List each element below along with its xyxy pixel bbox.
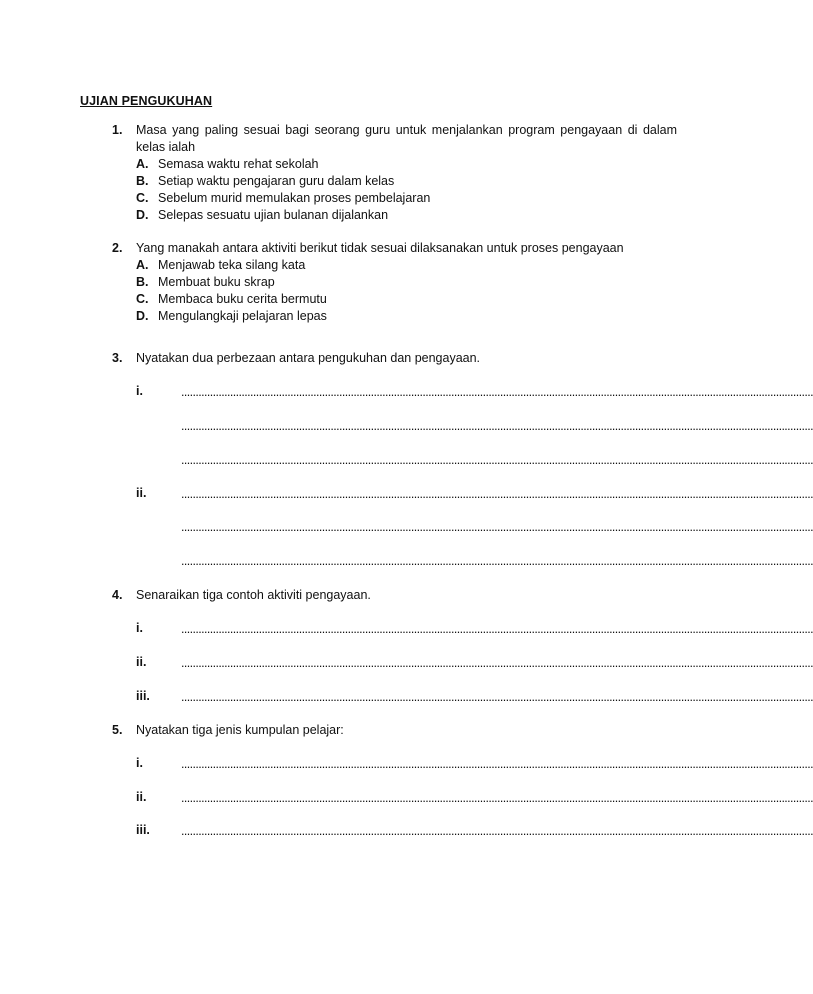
question-4-text: Senaraikan tiga contoh aktiviti pengayaan. <box>136 588 371 602</box>
question-5-text: Nyatakan tiga jenis kumpulan pelajar: <box>136 723 344 737</box>
q4-answer-line-1[interactable]: ............................................................................................................................................................................................................................ <box>181 622 813 636</box>
q2-option-d-letter: D. <box>136 309 149 323</box>
question-2-text: Yang manakah antara aktiviti berikut tidak sesuai dilaksanakan untuk proses pengayaan <box>136 241 624 255</box>
q1-option-c-text: Sebelum murid memulakan proses pembelajaran <box>158 191 431 205</box>
q5-item-iii-label: iii. <box>136 823 150 837</box>
q3-answer-line-5[interactable]: ............................................................................................................................................................................................................................ <box>181 520 813 534</box>
q4-answer-line-2[interactable]: ............................................................................................................................................................................................................................ <box>181 656 813 670</box>
q1-option-b-text: Setiap waktu pengajaran guru dalam kelas <box>158 174 395 188</box>
q1-option-d-text: Selepas sesuatu ujian bulanan dijalankan <box>158 208 389 222</box>
q3-item-i-label: i. <box>136 384 143 398</box>
q5-item-ii-label: ii. <box>136 790 147 804</box>
question-4-number: 4. <box>112 588 123 602</box>
page-title: UJIAN PENGUKUHAN <box>80 94 213 108</box>
question-3-number: 3. <box>112 351 123 365</box>
q4-item-ii-label: ii. <box>136 655 147 669</box>
q1-option-b-letter: B. <box>136 174 149 188</box>
question-3-text: Nyatakan dua perbezaan antara pengukuhan dan pengayaan. <box>136 351 481 365</box>
q3-answer-line-4[interactable]: ............................................................................................................................................................................................................................ <box>181 487 813 501</box>
question-2-number: 2. <box>112 241 123 255</box>
q3-item-ii-label: ii. <box>136 486 147 500</box>
q4-item-i-label: i. <box>136 621 143 635</box>
q2-option-a-text: Menjawab teka silang kata <box>158 258 306 272</box>
q3-answer-line-2[interactable]: ............................................................................................................................................................................................................................ <box>181 419 813 433</box>
q1-option-d-letter: D. <box>136 208 149 222</box>
question-1-text-line2: kelas ialah <box>136 140 196 154</box>
q5-answer-line-1[interactable]: ............................................................................................................................................................................................................................ <box>181 757 813 771</box>
q5-answer-line-3[interactable]: ............................................................................................................................................................................................................................ <box>181 824 813 838</box>
question-1-number: 1. <box>112 123 123 137</box>
q2-option-a-letter: A. <box>136 258 149 272</box>
q5-answer-line-2[interactable]: ............................................................................................................................................................................................................................ <box>181 791 813 805</box>
q3-answer-line-3[interactable]: ............................................................................................................................................................................................................................ <box>181 453 813 467</box>
q1-option-c-letter: C. <box>136 191 149 205</box>
q2-option-d-text: Mengulangkaji pelajaran lepas <box>158 309 327 323</box>
q2-option-b-text: Membuat buku skrap <box>158 275 275 289</box>
q1-option-a-letter: A. <box>136 157 149 171</box>
q2-option-c-text: Membaca buku cerita bermutu <box>158 292 327 306</box>
q2-option-c-letter: C. <box>136 292 149 306</box>
q4-answer-line-3[interactable]: ............................................................................................................................................................................................................................ <box>181 690 813 704</box>
q3-answer-line-6[interactable]: ............................................................................................................................................................................................................................ <box>181 554 813 568</box>
q3-answer-line-1[interactable]: ............................................................................................................................................................................................................................ <box>181 385 813 399</box>
q1-option-a-text: Semasa waktu rehat sekolah <box>158 157 319 171</box>
q4-item-iii-label: iii. <box>136 689 150 703</box>
question-5-number: 5. <box>112 723 123 737</box>
q5-item-i-label: i. <box>136 756 143 770</box>
q2-option-b-letter: B. <box>136 275 149 289</box>
question-1-text-line1: Masa yang paling sesuai bagi seorang guru untuk menjalankan program pengayaan di dalam <box>136 123 677 137</box>
